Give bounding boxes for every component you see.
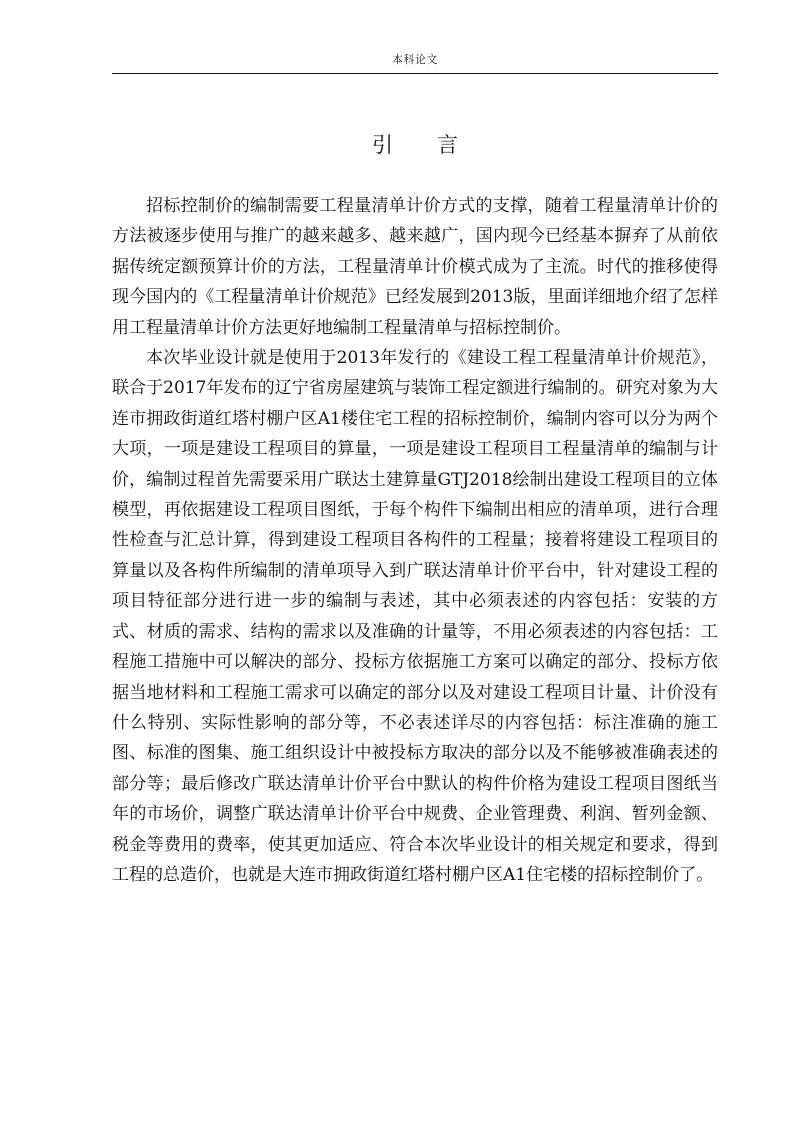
body-text [112,191,718,890]
paragraph-intro: 招标控制价的编制需要工程量清单计价方式的支撑，随着工程量清单计价的方法被逐步使用与推广的越来越多、越来越广，国内现今已经基本摒弃了从前依据传统定额预算计价的方法，工程量清单计价模式成为了主流。时代的推移使得现今国内的《工程量清单计价规范》已经发展到2013版，里面详细地介绍了怎样用工程量清单计价方法更好地编制工程量清单与招标控制价。 [112,196,718,338]
chapter-title-char-2: 言 [437,133,458,157]
chapter-title-char-1: 引 [372,133,393,157]
paragraph-design-scope: 本次毕业设计就是使用于2013年发行的《建设工程工程量清单计价规范》，联合于2017年发布的辽宁省房屋建筑与装饰工程定额进行编制的。研究对象为大连市拥政街道红塔村棚户区A1楼住宅工程的招标控制价，编制内容可以分为两个大项，一项是建设工程项目的算量，一项是建设工程项目工程量清单的编制与计价，编制过程首先需要采用广联达土建算量GTJ2018绘制出建设工程项目的立体模型，再依据建设工程项目图纸，于每个构件下编制出相应的清单项，进行合理性检查与汇总计算，得到建设工程项目各构件的工程量；接着将建设工程项目的算量以及各构件所编制的清单项导入到广联达清单计价平台中，针对建设工程的项目特征部分进行进一步的编制与表述，其中必须表述的内容包括：安装的方式、材质的需求、结构的需求以及准确的计量等，不用必须表述的内容包括：工程施工措施中可以解决的部分、投标方依据施工方案可以确定的部分、投标方依据当地材料和工程施工需求可以确定的部分以及对建设工程项目计量、计价没有什么特别、实际性影响的部分等，不必表述详尽的内容包括：标注准确的施工图、标准的图集、施工组织设计中被投标方取决的部分以及不能够被准确表述的部分等；最后修改广联达清单计价平台中默认的构件价格为建设工程项目图纸当年的市场价，调整广联达清单计价平台中规费、企业管理费、利润、暂列金额、税金等费用的费率，使其更加适应、符合本次毕业设计的相关规定和要求，得到工程的总造价，也就是大连市拥政街道红塔村棚户区A1住宅楼的招标控制价了。 [112,348,718,885]
header-rule [112,73,718,74]
chapter-title [112,130,718,160]
running-header: 本科论文 [392,53,438,66]
